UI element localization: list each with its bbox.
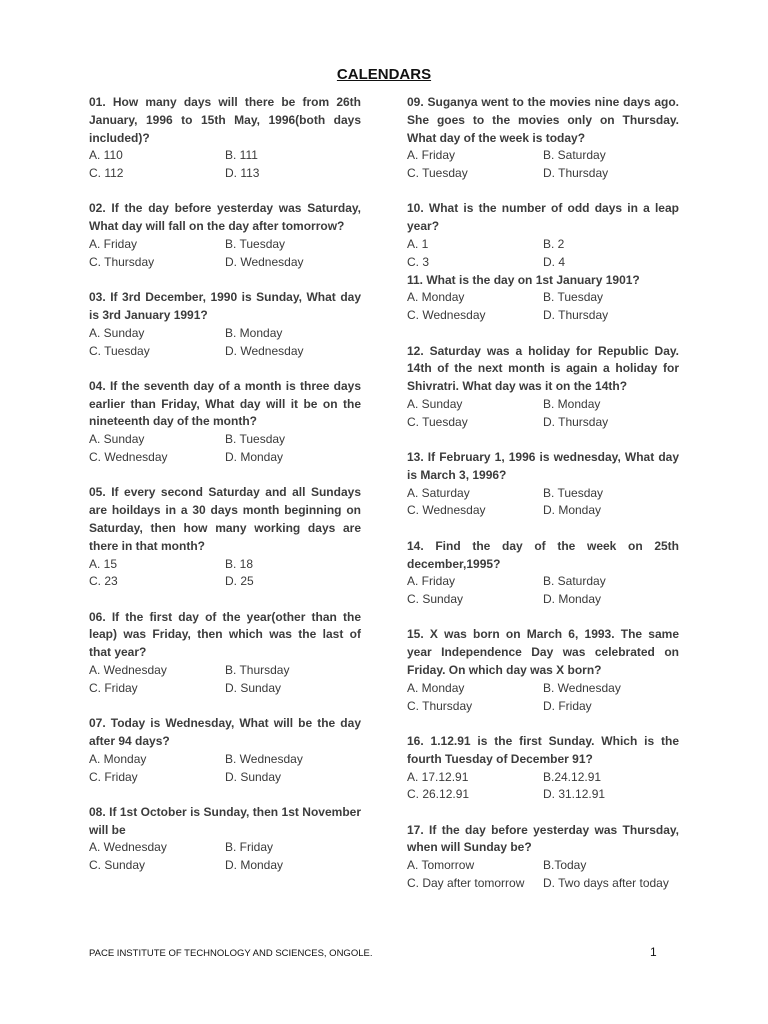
option: A. Wednesday xyxy=(89,840,167,855)
option: C. Thursday xyxy=(89,254,155,269)
options-grid xyxy=(407,289,679,325)
option: A. Friday xyxy=(407,148,456,163)
question-block xyxy=(89,715,361,786)
options-grid xyxy=(89,325,361,361)
option: B. Tuesday xyxy=(225,432,286,447)
question-block xyxy=(407,449,679,520)
option: B. Tuesday xyxy=(543,485,604,500)
options-grid xyxy=(89,431,361,467)
option: C. Tuesday xyxy=(89,343,150,358)
options-grid xyxy=(89,751,361,787)
option: D. Monday xyxy=(225,450,284,465)
question-text: 03. If 3rd December, 1990 is Sunday, What day is 3rd January 1991? xyxy=(89,290,361,322)
option: B. Monday xyxy=(225,325,283,340)
option: A. 1 xyxy=(407,237,429,252)
option: C. 26.12.91 xyxy=(407,787,470,802)
question-text: 16. 1.12.91 is the first Sunday. Which is the fourth Tuesday of December 91? xyxy=(407,733,679,766)
option: D. Monday xyxy=(543,503,602,518)
option: D. Thursday xyxy=(543,308,609,323)
option: A. Saturday xyxy=(407,485,470,500)
question-block xyxy=(89,200,361,271)
option: D. Two days after today xyxy=(543,875,669,890)
options-grid xyxy=(407,769,679,805)
question-block xyxy=(89,804,361,875)
question-text: 14. Find the day of the week on 25th december,1995? xyxy=(407,538,679,571)
option: D. Wednesday xyxy=(225,254,304,269)
option: B.24.12.91 xyxy=(543,769,602,784)
option: B. Tuesday xyxy=(225,237,286,252)
option: B. Wednesday xyxy=(543,680,621,695)
right-column xyxy=(407,94,679,910)
option: C. Thursday xyxy=(407,698,473,713)
question-text: 17. If the day before yesterday was Thursday, when will Sunday be? xyxy=(407,822,679,855)
option: D. Monday xyxy=(225,858,284,873)
question-block xyxy=(407,626,679,715)
option: A. Monday xyxy=(407,290,465,305)
option: A. 110 xyxy=(89,148,123,163)
option: C. Sunday xyxy=(407,592,464,607)
option: D. 113 xyxy=(225,166,260,181)
option: B. Saturday xyxy=(543,148,606,163)
option: C. Wednesday xyxy=(89,450,168,465)
question-block xyxy=(89,289,361,360)
option: B. Thursday xyxy=(225,663,290,678)
option: C. 3 xyxy=(407,254,430,269)
question-text: 11. What is the day on 1st January 1901? xyxy=(407,272,640,287)
options-grid xyxy=(407,147,679,183)
options-grid xyxy=(407,680,679,716)
option: D. 25 xyxy=(225,574,254,589)
options-grid xyxy=(407,857,679,893)
option: C. Friday xyxy=(89,680,138,695)
option: D. 31.12.91 xyxy=(543,787,606,802)
option: D. 4 xyxy=(543,254,566,269)
question-text: 13. If February 1, 1996 is wednesday, What day is March 3, 1996? xyxy=(407,450,679,482)
options-grid xyxy=(89,839,361,875)
option: B. 18 xyxy=(225,556,254,571)
page-title: CALENDARS xyxy=(336,66,432,83)
question-text: 08. If 1st October is Sunday, then 1st November will be xyxy=(89,804,361,837)
question-block xyxy=(407,343,679,432)
option: A. Wednesday xyxy=(89,663,167,678)
option: B. Wednesday xyxy=(225,751,303,766)
option: D. Thursday xyxy=(543,166,609,181)
option: C. Sunday xyxy=(89,858,146,873)
option: A. Monday xyxy=(89,751,147,766)
question-text: 04. If the seventh day of a month is three days earlier than Friday, What day will it be on the nineteenth day of the month? xyxy=(89,378,361,429)
question-block xyxy=(89,484,361,591)
option: D. Thursday xyxy=(543,414,609,429)
question-text: 15. X was born on March 6, 1993. The same year Independence Day was celebrated on Friday. On which day was X born? xyxy=(407,627,679,678)
question-text: 02. If the day before yesterday was Saturday, What day will fall on the day after tomorrow? xyxy=(89,201,361,234)
option: C. Tuesday xyxy=(407,414,468,429)
options-grid xyxy=(407,396,679,432)
option: C. 23 xyxy=(89,574,118,589)
option: B. Tuesday xyxy=(543,290,604,305)
option: D. Sunday xyxy=(225,680,282,695)
page-number: 1 xyxy=(650,945,657,959)
options-grid xyxy=(89,236,361,272)
question-block xyxy=(407,94,679,183)
option: A. Friday xyxy=(89,237,138,252)
question-block xyxy=(407,272,679,325)
option: C. Tuesday xyxy=(407,166,468,181)
question-text: 06. If the first day of the year(other than the leap) was Friday, then which was the last of that year? xyxy=(89,609,361,660)
question-block xyxy=(89,609,361,698)
option: B. 111 xyxy=(225,148,258,163)
option: A. Sunday xyxy=(407,396,463,411)
question-text: 05. If every second Saturday and all Sundays are hoildays in a 30 days month beginning on Saturday, then how many working days are there in that month? xyxy=(89,485,361,553)
footer-institute: PACE INSTITUTE OF TECHNOLOGY AND SCIENCES, ONGOLE. xyxy=(89,948,373,959)
option: C. Day after tomorrow xyxy=(407,875,525,890)
options-grid xyxy=(89,556,361,592)
option: D. Monday xyxy=(543,592,602,607)
option: C. 112 xyxy=(89,166,124,181)
option: A. Sunday xyxy=(89,432,145,447)
options-grid xyxy=(89,662,361,698)
option: B. Monday xyxy=(543,396,601,411)
question-text: 07. Today is Wednesday, What will be the day after 94 days? xyxy=(89,716,361,748)
options-grid xyxy=(407,573,679,609)
option: B. Friday xyxy=(225,840,274,855)
options-grid xyxy=(89,147,361,183)
question-block xyxy=(407,733,679,804)
option: C. Wednesday xyxy=(407,308,486,323)
option: B. 2 xyxy=(543,237,565,252)
question-text: 12. Saturday was a holiday for Republic Day. 14th of the next month is again a holiday for Shivratri. What day was it on the 14th? xyxy=(407,343,679,394)
option: D. Sunday xyxy=(225,769,282,784)
option: C. Wednesday xyxy=(407,503,486,518)
question-block xyxy=(89,378,361,467)
option: A. Tomorrow xyxy=(407,858,475,873)
question-block xyxy=(407,822,679,893)
option: B. Saturday xyxy=(543,574,606,589)
question-text: 10. What is the number of odd days in a leap year? xyxy=(407,201,679,234)
options-grid xyxy=(407,236,679,272)
option: D. Wednesday xyxy=(225,343,304,358)
question-block xyxy=(407,200,679,271)
question-block xyxy=(407,538,679,609)
question-text: 09. Suganya went to the movies nine days ago. She goes to the movies only on Thursday. What day of the week is today? xyxy=(407,95,679,145)
options-grid xyxy=(407,485,679,521)
left-column xyxy=(89,94,361,892)
question-text: 01. How many days will there be from 26th January, 1996 to 15th May, 1996(both days included)? xyxy=(89,95,361,145)
option: A. 15 xyxy=(89,556,118,571)
option: D. Friday xyxy=(543,698,592,713)
option: A. Sunday xyxy=(89,325,145,340)
option: A. Monday xyxy=(407,680,465,695)
question-block xyxy=(89,94,361,183)
option: B.Today xyxy=(543,858,587,873)
option: A. 17.12.91 xyxy=(407,769,469,784)
option: A. Friday xyxy=(407,574,456,589)
option: C. Friday xyxy=(89,769,138,784)
